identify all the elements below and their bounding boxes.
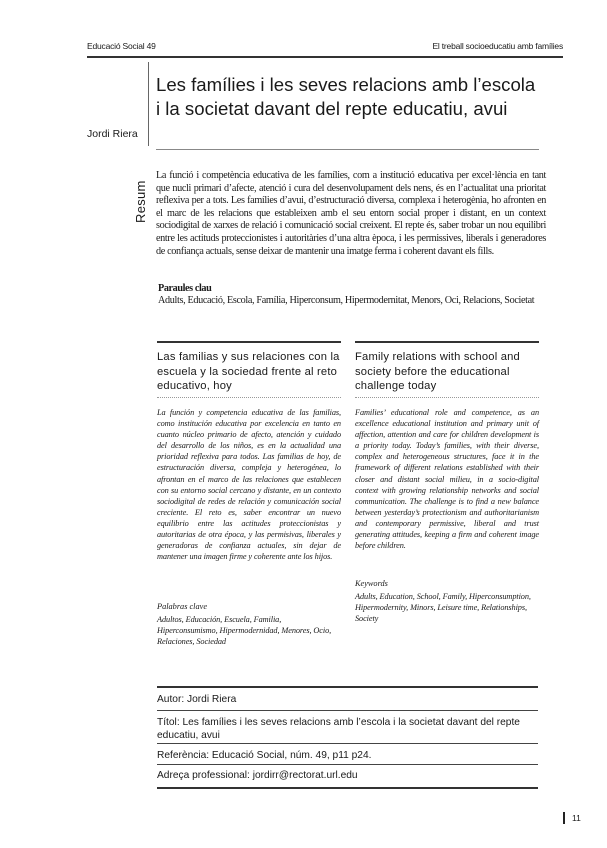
metadata-top-rule <box>157 686 538 688</box>
english-title-separator <box>355 397 539 398</box>
metadata-rule-1 <box>157 710 538 711</box>
metadata-reference: Referència: Educació Social, núm. 49, p11 p24. <box>157 750 372 761</box>
header-rule <box>87 56 563 58</box>
spanish-keywords: Adultos, Educación, Escuela, Familia, Hiperconsumismo, Hipermodernidad, Menores, Ocio, Relaciones, Sociedad <box>157 615 332 647</box>
resum-label: Resum <box>133 180 148 223</box>
keywords-catalan-label: Paraules clau <box>158 283 212 294</box>
metadata-author: Autor: Jordi Riera <box>157 694 237 705</box>
english-abstract: Families’ educational role and competence, as an excellence educational institution and primary unit of affection, attention and care for children development is a priority today. Today’s families, with their diverse, complex and heterogeneous structures, face it in the framework of different relations established with their closer and distant social milieu, in a socio-digital context with growing relationship networks and social communication. The challenge is to find a new balance between yesterday’s protectionism and authoritarianism and contemporary permissive, liberal and trust generating attitudes, keeping a firm and coherent image before children. <box>355 408 539 551</box>
english-title: Family relations with school and society before the educational challenge today <box>355 351 520 392</box>
english-keywords-label: Keywords <box>355 579 388 588</box>
metadata-title: Títol: Les famílies i les seves relacions amb l’escola i la societat davant del repte educatiu, avui <box>157 717 520 741</box>
spanish-title: Las familias y sus relaciones con la escuela y la sociedad frente al reto educativo, hoy <box>157 351 340 392</box>
english-keywords: Adults, Education, School, Family, Hiperconsumption, Hipermodernity, Minors, Leisure time, Relationships, Society <box>355 592 531 624</box>
page-number: 11 <box>572 813 581 823</box>
spanish-title-separator <box>157 397 341 398</box>
metadata-address: Adreça professional: jordirr@rectorat.url.edu <box>157 770 358 781</box>
metadata-bottom-rule <box>157 787 538 789</box>
abstract-catalan: La funció i competència educativa de les famílies, com a institució educativa per excel·lència en tant que nucli primari d’afecte, atenció i cura del desenvolupament dels nens, és en l’actualitat una prioritat reflexiva per a tots. Les famílies d’avui, d’estructuració diversa, complexa i heterogènia, ho afronten en el marc de les relacions que estableixen amb el seu entorn social proper i distant, en un context sociodigital de xarxes de relació i comunicació social creixent. El repte és, saber trobar un nou equilibri entre les actituds proteccionistes i autoritàries d’una altra època, i les permissives, liberals i generadores de confiança actuals, sense deixar de mantenir una imatge ferma i coherent davant els fills. <box>156 170 546 257</box>
running-header-left: Educació Social 49 <box>87 41 156 51</box>
page-number-bar <box>563 812 565 824</box>
metadata-rule-2 <box>157 743 538 744</box>
article-title: Les famílies i les seves relacions amb l’escola i la societat davant del repte educatiu, avui <box>156 74 536 119</box>
running-header-right: El treball socioeducatiu amb famílies <box>432 41 563 51</box>
keywords-catalan: Adults, Educació, Escola, Família, Hiperconsum, Hipermodernitat, Menors, Oci, Relacions, Societat <box>158 295 535 306</box>
spanish-abstract: La función y competencia educativa de las familias, como institución educativa por excelencia en tanto en cuanto núcleo primario de afecto, atención y cuidado del desarrollo de los niños, es en la actualidad una prioridad reflexiva para todos. Las familias de hoy, de estructuración diversa, compleja y heterogénea, lo afrontan en el marco de las relaciones que establecen con su entorno social cercano y distante, en un contexto sociodigital de redes de relación y comunicación social creciente. El reto es, saber encontrar un nuevo equilibrio entre las actitudes proteccionistas y autoritarias de otra época, y las permisivas, liberales y generadoras de confianza actuales, sin dejar de mantener una imagen firme y coherente ante los hijos. <box>157 408 341 562</box>
article-author: Jordi Riera <box>87 128 138 140</box>
title-underline <box>156 149 539 150</box>
english-column-rule <box>355 341 539 343</box>
spanish-column-rule <box>157 341 341 343</box>
title-divider <box>148 62 149 146</box>
spanish-keywords-label: Palabras clave <box>157 602 208 611</box>
metadata-rule-3 <box>157 764 538 765</box>
